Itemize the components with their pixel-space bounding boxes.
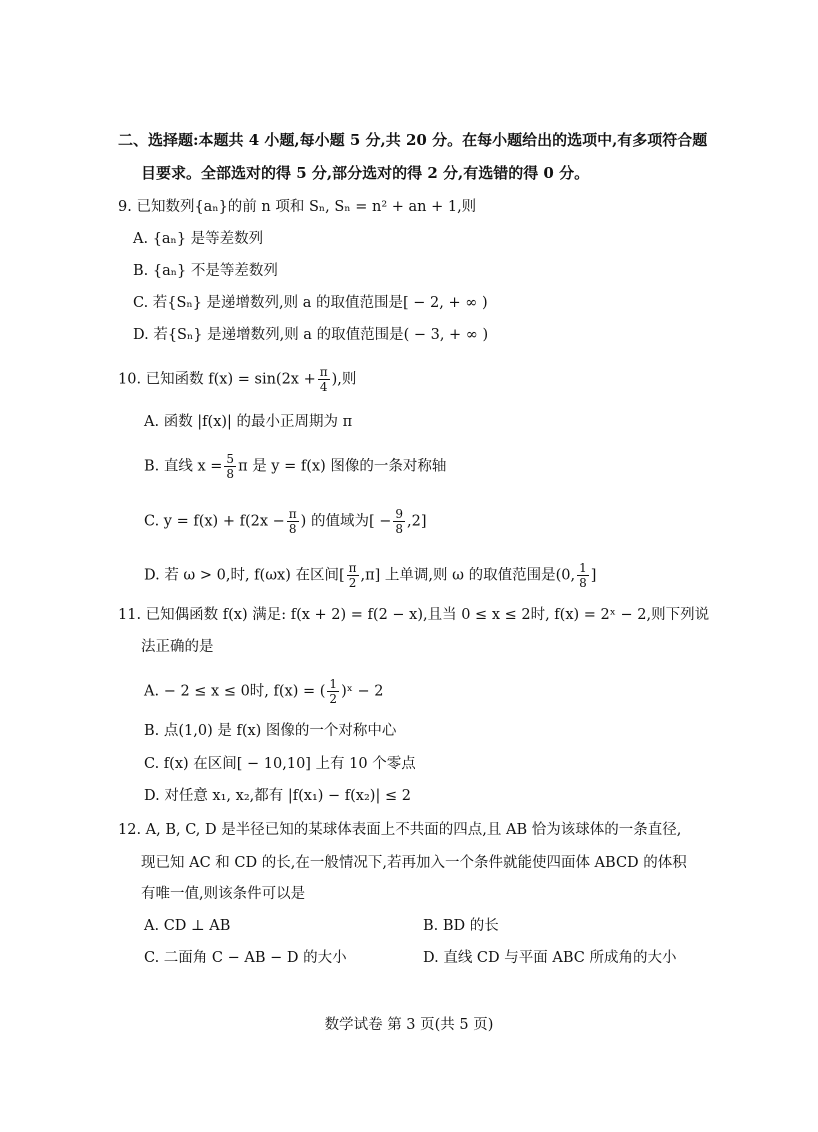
q11-a-text: A. − 2 ≤ x ≤ 0时, f(x) = ( xyxy=(144,683,326,700)
q12-option-d: D. 直线 CD 与平面 ABC 所成角的大小 xyxy=(423,950,677,966)
fraction-denominator: 8 xyxy=(226,467,235,481)
fraction-numerator: 5 xyxy=(226,452,235,466)
fraction-denominator: 2 xyxy=(348,576,357,590)
fraction-denominator: 4 xyxy=(319,380,328,394)
q10-b-text: B. 直线 x = xyxy=(144,458,223,475)
q10-option-c xyxy=(144,507,427,536)
q12-option-b: B. BD 的长 xyxy=(423,918,499,934)
q11-option-a xyxy=(144,677,383,706)
q10-c-text-end: ,2] xyxy=(407,513,427,530)
q11-stem-line2: 法正确的是 xyxy=(141,639,214,655)
q9-stem: 9. 已知数列{aₙ}的前 n 项和 Sₙ, Sₙ = n² + an + 1,则 xyxy=(118,199,477,215)
q10-d-text-mid: ,π] 上单调,则 ω 的取值范围是(0, xyxy=(360,567,576,584)
q11-option-d: D. 对任意 x₁, x₂,都有 |f(x₁) − f(x₂)| ≤ 2 xyxy=(144,788,411,804)
fraction-denominator: 8 xyxy=(395,522,403,536)
q10-d-text-end: ] xyxy=(590,567,597,584)
q10-stem-text: 10. 已知函数 f(x) = sin(2x + xyxy=(118,371,316,388)
q11-a-text-end: )ˣ − 2 xyxy=(341,683,384,700)
q10-b-text-end: π 是 y = f(x) 图像的一条对称轴 xyxy=(238,458,447,475)
q10-d-fraction-2 xyxy=(577,561,589,590)
q12-option-c: C. 二面角 C − AB − D 的大小 xyxy=(144,950,347,966)
fraction-denominator: 8 xyxy=(579,576,587,590)
q12-option-a: A. CD ⊥ AB xyxy=(144,918,231,934)
page-footer: 数学试卷 第 3 页(共 5 页) xyxy=(324,1017,494,1033)
q9-option-d: D. 若{Sₙ} 是递增数列,则 a 的取值范围是( − 3, + ∞ ) xyxy=(133,327,489,343)
section-header-line2: 目要求。全部选对的得 5 分,部分选对的得 2 分,有选错的得 0 分。 xyxy=(141,164,590,182)
fraction-denominator: 8 xyxy=(288,522,297,536)
fraction-numerator: 9 xyxy=(395,507,403,521)
fraction-denominator: 2 xyxy=(329,692,338,706)
q11-option-b: B. 点(1,0) 是 f(x) 图像的一个对称中心 xyxy=(144,723,397,739)
q12-stem-line2: 现已知 AC 和 CD 的长,在一般情况下,若再加入一个条件就能使四面体 ABCD 的体积 xyxy=(141,855,687,871)
q10-b-fraction xyxy=(224,452,236,481)
q10-d-fraction xyxy=(347,561,359,590)
fraction-numerator: π xyxy=(288,507,297,521)
fraction-numerator: 1 xyxy=(579,561,587,575)
q10-stem xyxy=(118,365,356,394)
q12-stem-line3: 有唯一值,则该条件可以是 xyxy=(141,886,306,902)
fraction-numerator: 1 xyxy=(329,677,338,691)
fraction-numerator: π xyxy=(348,561,357,575)
q10-stem-fraction xyxy=(318,365,330,394)
q9-option-c: C. 若{Sₙ} 是递增数列,则 a 的取值范围是[ − 2, + ∞ ) xyxy=(133,295,488,311)
q10-c-fraction xyxy=(287,507,299,536)
q10-c-text: C. y = f(x) + f(2x − xyxy=(144,513,285,530)
q10-c-fraction-2 xyxy=(393,507,405,536)
q9-option-b: B. {aₙ} 不是等差数列 xyxy=(133,263,278,279)
q10-option-b xyxy=(144,452,446,481)
q11-a-fraction xyxy=(327,677,339,706)
q10-option-a: A. 函数 |f(x)| 的最小正周期为 π xyxy=(144,414,353,430)
q10-stem-text-end: ),则 xyxy=(331,371,357,388)
q10-option-d xyxy=(144,561,596,590)
q11-stem-line1: 11. 已知偶函数 f(x) 满足: f(x + 2) = f(2 − x),且当 0 ≤ x ≤ 2时, f(x) = 2ˣ − 2,则下列说 xyxy=(118,607,710,623)
q11-option-c: C. f(x) 在区间[ − 10,10] 上有 10 个零点 xyxy=(144,756,416,772)
fraction-numerator: π xyxy=(319,365,328,379)
q9-option-a: A. {aₙ} 是等差数列 xyxy=(133,231,264,247)
section-header-line1: 二、选择题:本题共 4 小题,每小题 5 分,共 20 分。在每小题给出的选项中,有多项符合题 xyxy=(118,131,708,149)
q10-d-text: D. 若 ω > 0,时, f(ωx) 在区间[ xyxy=(144,567,345,584)
q12-stem-line1: 12. A, B, C, D 是半径已知的某球体表面上不共面的四点,且 AB 恰为该球体的一条直径, xyxy=(118,822,682,838)
q10-c-text-mid: ) 的值域为[ − xyxy=(300,513,392,530)
